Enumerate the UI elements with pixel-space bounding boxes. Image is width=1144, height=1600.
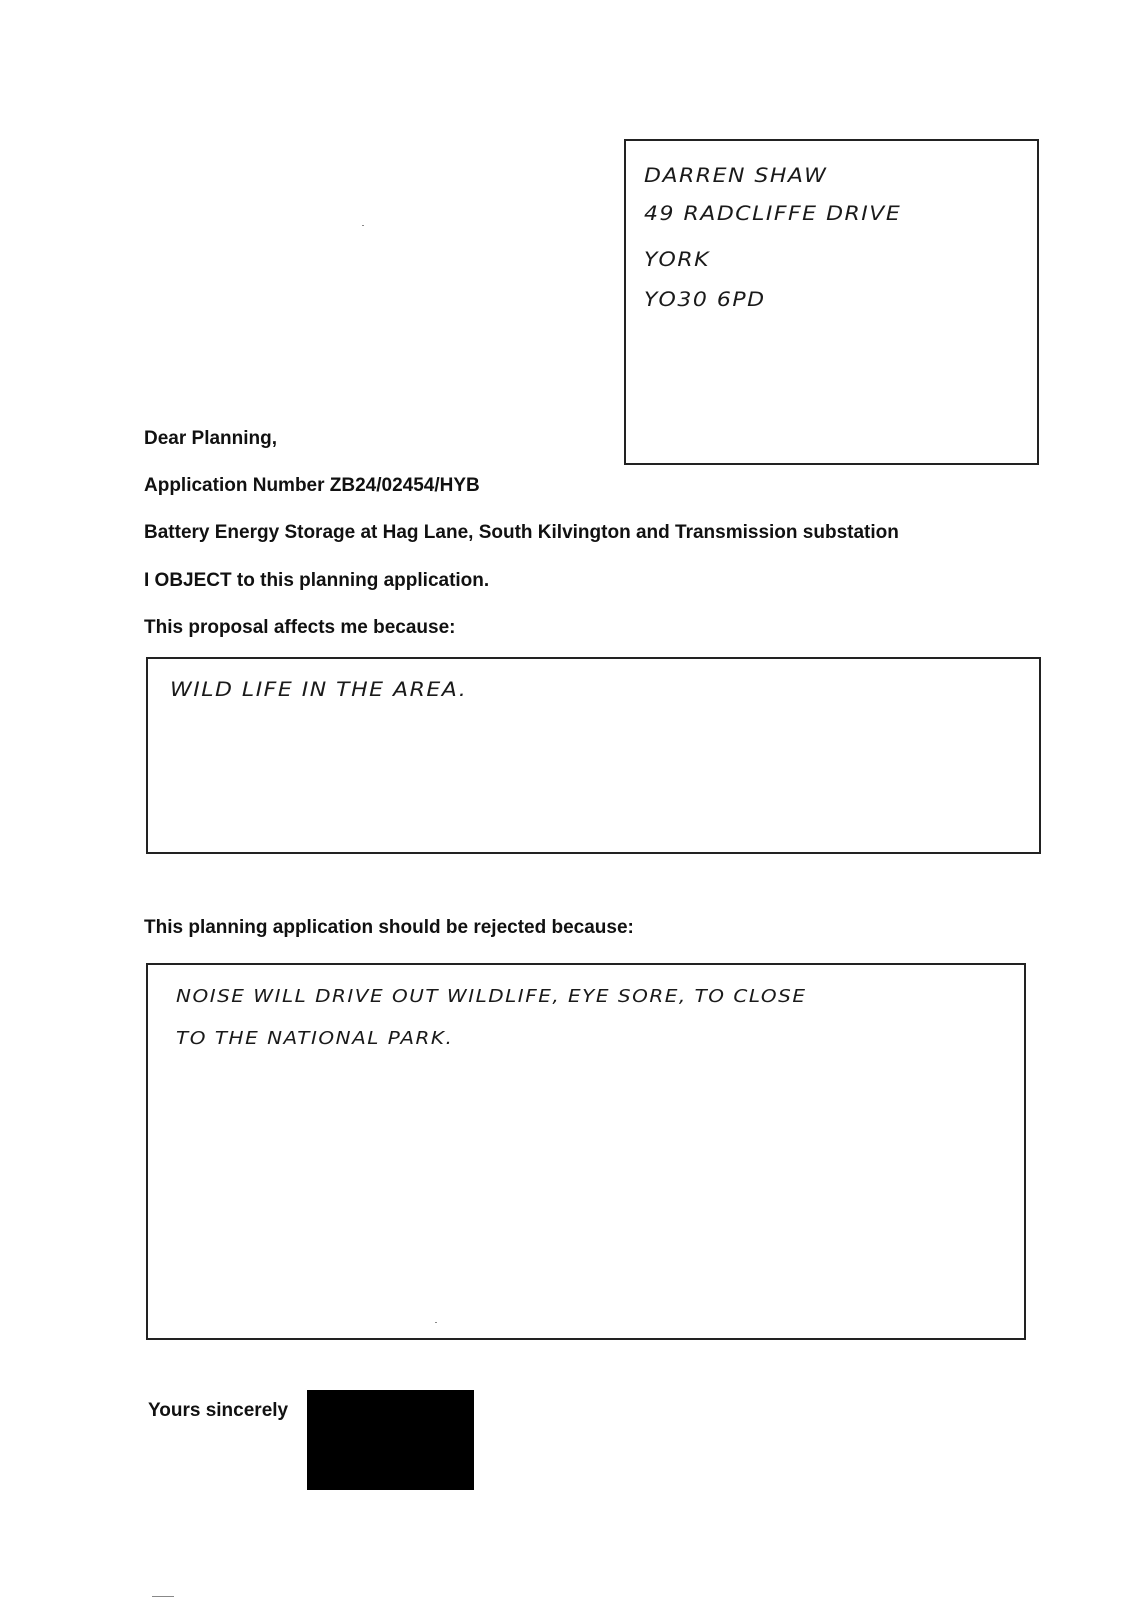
sender-street: 49 RADCLIFFE DRIVE: [644, 203, 902, 226]
scan-speck: [362, 225, 364, 226]
sender-city: YORK: [644, 249, 711, 272]
rejected-answer-line: NOISE WILL DRIVE OUT WILDLIFE, EYE SORE, TO CLOSE: [176, 985, 807, 1007]
scan-speck: [152, 1596, 174, 1597]
closing: Yours sincerely: [148, 1400, 289, 1421]
sender-name: DARREN SHAW: [644, 165, 828, 188]
affects-heading: This proposal affects me because:: [144, 617, 456, 638]
salutation: Dear Planning,: [144, 428, 278, 449]
rejected-answer-box: [146, 963, 1026, 1340]
application-number: Application Number ZB24/02454/HYB: [144, 475, 480, 496]
sender-postcode: YO30 6PD: [644, 289, 766, 312]
rejected-answer-line: TO THE NATIONAL PARK.: [176, 1027, 454, 1049]
affects-answer-text: WILD LIFE IN THE AREA.: [170, 679, 468, 702]
development-description: Battery Energy Storage at Hag Lane, South Kilvington and Transmission substation: [144, 522, 899, 543]
affects-answer-box: [146, 657, 1041, 854]
objection-statement: I OBJECT to this planning application.: [144, 570, 490, 591]
rejected-heading: This planning application should be rejected because:: [144, 917, 634, 938]
address-box: [624, 139, 1039, 465]
scan-speck: [435, 1322, 437, 1323]
signature-redaction: [307, 1390, 474, 1490]
